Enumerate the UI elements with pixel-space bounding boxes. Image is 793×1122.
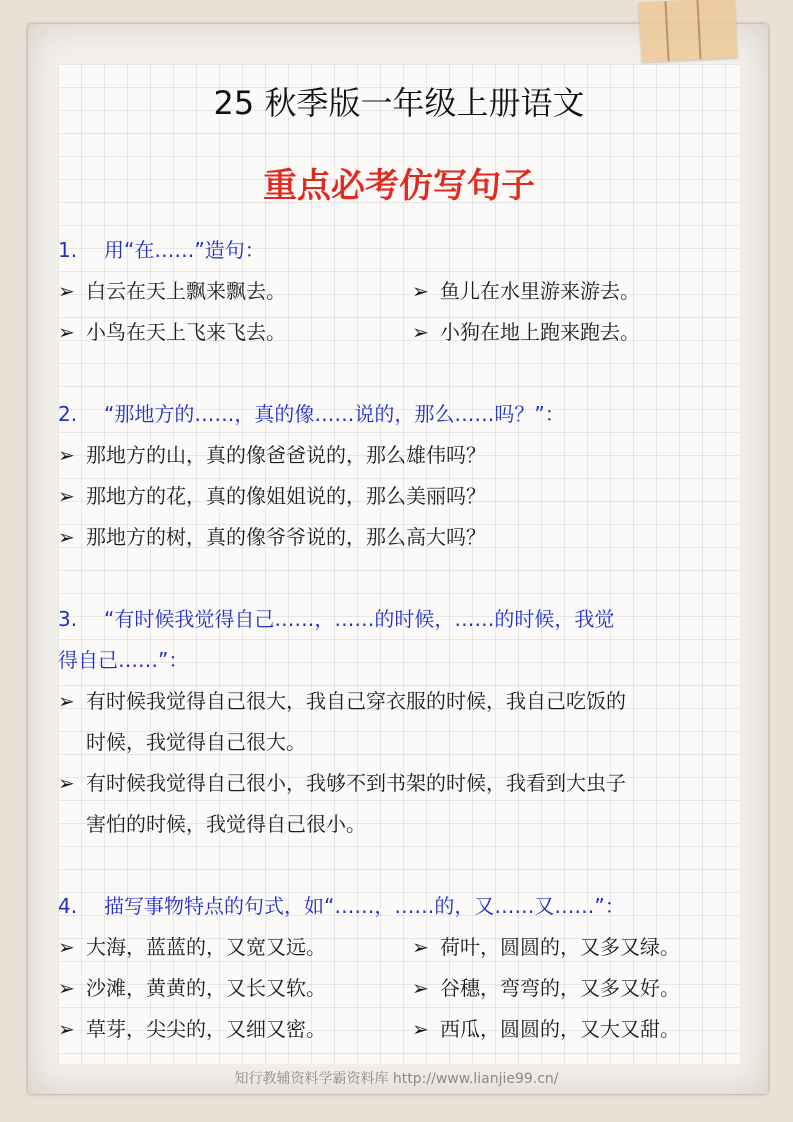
section-heading-continued: 得自己……”：: [58, 648, 189, 672]
arrow-bullet-icon: ➢: [58, 484, 75, 508]
list-item-continued: 时候，我觉得自己很大。: [86, 730, 306, 754]
page-title: 25 秋季版一年级上册语文: [213, 84, 585, 122]
list-item: ➢ 西瓜，圆圆的，又大又甜。: [412, 1009, 680, 1050]
list-item-continued: 害怕的时候，我觉得自己很小。: [86, 812, 366, 836]
arrow-bullet-icon: ➢: [58, 525, 75, 549]
section-heading: 1. 用“在……”造句：: [58, 238, 265, 262]
list-item: ➢ 小鸟在天上飞来飞去。: [58, 312, 412, 353]
item-row: [58, 312, 740, 353]
arrow-bullet-icon: ➢: [58, 320, 75, 344]
list-item: ➢ 有时候我觉得自己很大，我自己穿衣服的时候，我自己吃饭的: [58, 681, 740, 722]
arrow-bullet-icon: ➢: [412, 279, 429, 303]
list-item: ➢ 大海，蓝蓝的，又宽又远。: [58, 927, 412, 968]
arrow-bullet-icon: ➢: [58, 771, 75, 795]
list-item: ➢ 那地方的花，真的像姐姐说的，那么美丽吗？: [58, 476, 740, 517]
tape-decoration: [638, 0, 737, 62]
item-row: [58, 1009, 740, 1050]
page-subtitle: 重点必考仿写句子: [263, 166, 535, 206]
section-heading: 2. “那地方的……，真的像……说的，那么……吗？”：: [58, 402, 565, 426]
item-row: [58, 927, 740, 968]
section-3: [58, 599, 740, 845]
list-item: ➢ 白云在天上飘来飘去。: [58, 271, 412, 312]
arrow-bullet-icon: ➢: [58, 935, 75, 959]
list-item: ➢ 谷穗，弯弯的，又多又好。: [412, 968, 680, 1009]
arrow-bullet-icon: ➢: [412, 976, 429, 1000]
list-item: ➢ 小狗在地上跑来跑去。: [412, 312, 640, 353]
arrow-bullet-icon: ➢: [58, 443, 75, 467]
section-2: [58, 394, 740, 558]
arrow-bullet-icon: ➢: [412, 935, 429, 959]
arrow-bullet-icon: ➢: [58, 279, 75, 303]
list-item: ➢ 有时候我觉得自己很小，我够不到书架的时候，我看到大虫子: [58, 763, 740, 804]
list-item: ➢ 草芽，尖尖的，又细又密。: [58, 1009, 412, 1050]
item-row: [58, 271, 740, 312]
footer-watermark: 知行教辅资料学霸资料库 http://www.lianjie99.cn/: [234, 1071, 559, 1087]
arrow-bullet-icon: ➢: [412, 320, 429, 344]
list-item: ➢ 那地方的树，真的像爷爷说的，那么高大吗？: [58, 517, 740, 558]
section-4: [58, 886, 740, 1050]
document-body: [58, 70, 740, 1050]
list-item: ➢ 沙滩，黄黄的，又长又软。: [58, 968, 412, 1009]
section-heading: 4. 描写事物特点的句式，如“……，……的，又……又……”：: [58, 894, 625, 918]
list-item: ➢ 荷叶，圆圆的，又多又绿。: [412, 927, 680, 968]
arrow-bullet-icon: ➢: [58, 976, 75, 1000]
arrow-bullet-icon: ➢: [412, 1017, 429, 1041]
list-item: ➢ 鱼儿在水里游来游去。: [412, 271, 640, 312]
section-1: [58, 230, 740, 353]
item-row: [58, 968, 740, 1009]
section-heading: 3. “有时候我觉得自己……，……的时候，……的时候，我觉: [58, 607, 615, 631]
arrow-bullet-icon: ➢: [58, 1017, 75, 1041]
arrow-bullet-icon: ➢: [58, 689, 75, 713]
list-item: ➢ 那地方的山，真的像爸爸说的，那么雄伟吗？: [58, 435, 740, 476]
